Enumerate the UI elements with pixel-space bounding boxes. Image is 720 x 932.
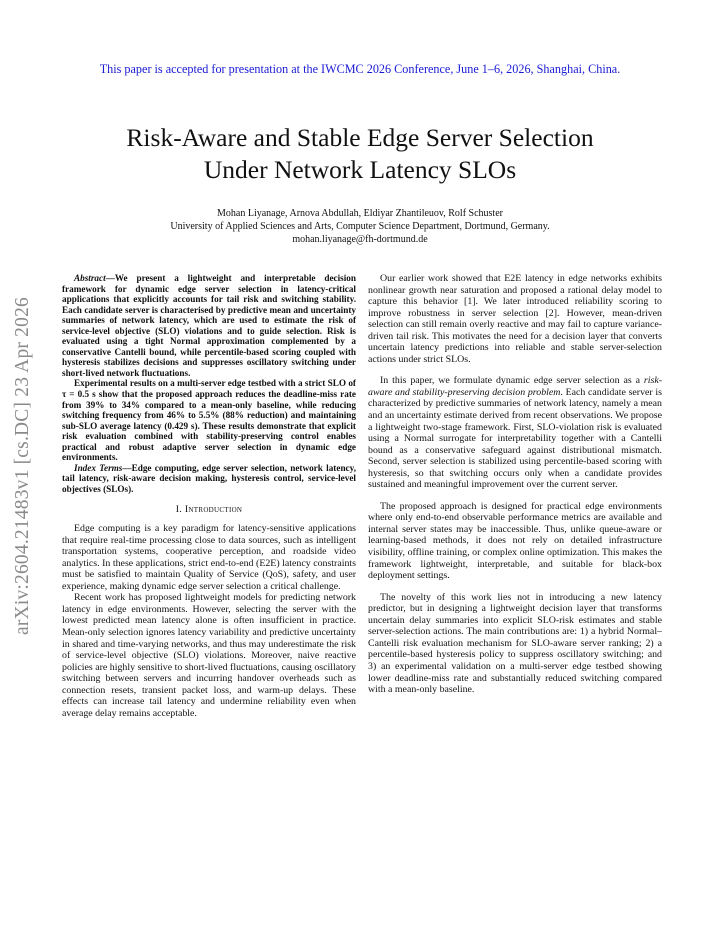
right-column: [368, 273, 662, 696]
author-names: Mohan Liyanage, Arnova Abdullah, Eldiyar Zhantileuov, Rolf Schuster: [217, 208, 503, 219]
index-terms-text: —Edge computing, edge server selection, network latency, tail latency, risk-aware decision making, hysteresis control, service-level objectives (SLOs).: [62, 462, 357, 494]
paper-title: [40, 122, 680, 186]
abstract-label: Abstract: [74, 273, 106, 283]
left-column: [62, 273, 356, 719]
author-email: mohan.liyanage@fh-dortmund.de: [292, 234, 428, 245]
section-number: I.: [175, 504, 183, 516]
arxiv-identifier: arXiv:2604.21483v1 [cs.DC] 23 Apr 2026: [12, 297, 33, 635]
intro-p4-start: In this paper, we formulate dynamic edge server selection as a: [380, 375, 644, 387]
intro-paragraph-5: The proposed approach is designed for practical edge environments where only end-to-end observable performance metrics are available and internal server states may be inaccessible. Thus, unlike queue-aware or learning-based methods, it does not rely on detailed infrastructure visibility, offline training, or complex online optimization. This makes the framework lightweight, interpretable, and suitable for black-box deployment settings.: [368, 500, 662, 582]
intro-p4-emphasis: risk-aware and stability-preserving decision problem: [368, 375, 662, 398]
abstract: [62, 273, 356, 494]
abstract-paragraph-1: [62, 273, 356, 378]
abstract-paragraph-2: Experimental results on a multi-server edge testbed with a strict SLO of τ = 0.5 s show that the proposed approach reduces the deadline-miss rate from 39% to 34% compared to a mean-only baseline, while reducing switching frequency from 46% to 5.5% (88% reduction) and maintaining sub-SLO average latency (0.429 s). These results demonstrate that explicit risk evaluation combined with stability-preserving control enables practical and robust adaptive server selection in dynamic edge environments.: [62, 378, 356, 463]
index-terms: [62, 463, 356, 495]
index-terms-label: Index Terms: [74, 462, 123, 473]
conference-notice: This paper is accepted for presentation at the IWCMC 2026 Conference, June 1–6, 2026, Shanghai, China.: [99, 62, 621, 76]
section-heading-introduction: [62, 504, 356, 516]
intro-paragraph-4: [368, 375, 662, 490]
affiliation: University of Applied Sciences and Arts, Computer Science Department, Dortmund, Germany.: [170, 221, 550, 232]
title-line-2: Under Network Latency SLOs: [203, 155, 517, 184]
intro-paragraph-6: The novelty of this work lies not in introducing a new latency predictor, but in designing a lightweight decision layer that transforms uncertain delay summaries into explicit SLO-risk estimates and stable server-selection actions. The main contributions are: 1) a hybrid Normal–Cantelli risk evaluation mechanism for SLO-aware server ranking; 2) a percentile-based hysteresis policy to suppress oscillatory switching; and 3) an experimental validation on a multi-server edge testbed showing lower deadline-miss rate and substantially reduced switching compared with a mean-only baseline.: [368, 591, 662, 696]
intro-p4-end: . Each candidate server is characterized by predictive summaries of network latency, namely a mean and an uncertainty estimate derived from recent observations. We propose a lightweight two-stage framework. First, SLO-violation risk is evaluated using a Normal surrogate for interpretability together with a Cantelli bound as a conservative safeguard against distributional mismatch. Second, server selection is stabilized using percentile-based scoring with hysteresis, so that switching occurs only when a candidate provides sustained and meaningful improvement over the current server.: [368, 386, 662, 491]
intro-paragraph-2: Recent work has proposed lightweight models for predicting network latency in edge environments. However, selecting the server with the lowest predicted mean latency alone is often insufficient in practice. Mean-only selection ignores latency variability and predictive uncertainty in shared and time-varying networks, and thus may underestimate the risk of service-level objective (SLO) violations. Moreover, naive reactive policies are highly sensitive to short-lived fluctuations, causing oscillatory switching between servers and incurring handover overheads such as connection resets, transient packet loss, and warm-up delays. These effects can increase tail latency and undermine reliability even when average delay remains acceptable.: [62, 592, 356, 719]
arxiv-sidebar: [12, 260, 34, 672]
title-line-1: Risk-Aware and Stable Edge Server Selection: [126, 123, 594, 152]
author-block: [60, 207, 660, 246]
intro-paragraph-1: Edge computing is a key paradigm for latency-sensitive applications that require real-time processing close to data sources, such as intelligent transportation systems, cooperative perception, and roadside video analytics. In these applications, strict end-to-end (E2E) latency constraints must be satisfied to maintain Quality of Service (QoS), safety, and user experience, making dynamic edge server selection a critical challenge.: [62, 523, 356, 592]
section-title: Introduction: [184, 504, 243, 516]
abstract-text-1: —We present a lightweight and interpretable decision framework for dynamic edge server selection in latency-critical applications that explicitly accounts for tail risk and switching stability. Each candidate server is characterised by predictive mean and uncertainty summaries of network latency, which are used to estimate the risk of service-level objective (SLO) violations and to guide selection. Risk is evaluated using a tight Normal approximation complemented by a conservative Cantelli bound, while percentile-based scoring coupled with hysteresis stabilizes decisions and suppresses oscillatory switching under short-lived network fluctuations.: [62, 273, 356, 378]
intro-paragraph-3: Our earlier work showed that E2E latency in edge networks exhibits nonlinear growth near saturation and proposed a rational delay model to capture this behavior [1]. We later introduced reliability scoring to improve robustness in server selection [2]. However, mean-driven selection can still remain overly reactive and may fail to capture variance-driven tail risk. This motivates the need for a decision layer that converts uncertain latency predictions into reliable and stable server-selection actions under strict SLOs.: [368, 273, 662, 365]
